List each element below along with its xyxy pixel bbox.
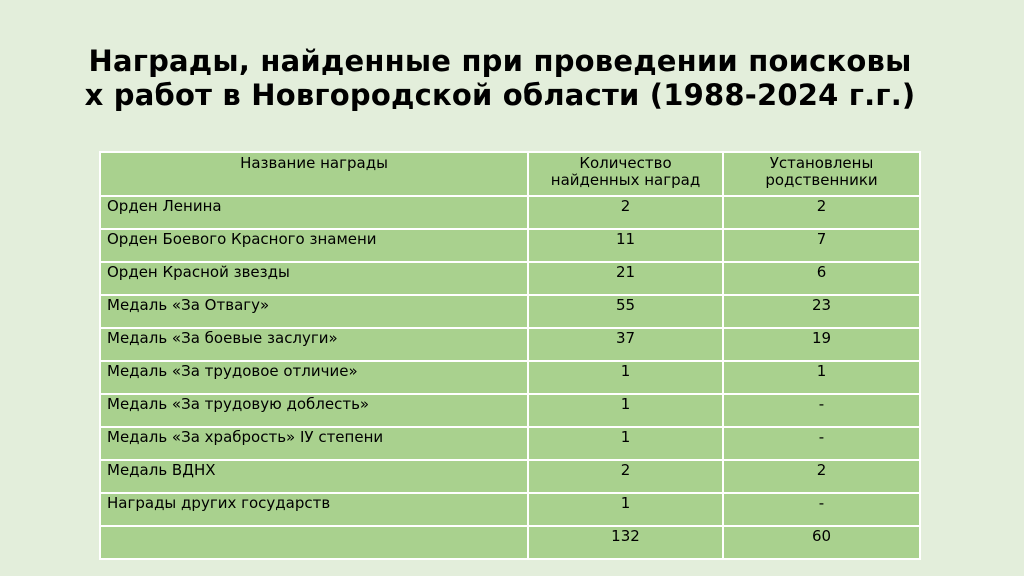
table-body: [100, 196, 920, 559]
found-count-cell: 1: [528, 493, 723, 526]
found-count-cell: 2: [528, 460, 723, 493]
table-row: [100, 361, 920, 394]
table-row: [100, 394, 920, 427]
award-name-cell: Медаль «За Отвагу»: [100, 295, 528, 328]
award-name-cell: Орден Боевого Красного знамени: [100, 229, 528, 262]
award-name-cell: [100, 526, 528, 559]
award-name-cell: Медаль ВДНХ: [100, 460, 528, 493]
found-count-cell: 55: [528, 295, 723, 328]
relatives-count-cell: 6: [723, 262, 920, 295]
header-found-count: Количество найденных наград: [528, 152, 723, 196]
found-count-cell: 21: [528, 262, 723, 295]
relatives-count-cell: 2: [723, 460, 920, 493]
table-row: [100, 196, 920, 229]
found-count-cell: 132: [528, 526, 723, 559]
table-row: [100, 427, 920, 460]
award-name-cell: Медаль «За трудовое отличие»: [100, 361, 528, 394]
found-count-cell: 11: [528, 229, 723, 262]
relatives-count-cell: -: [723, 493, 920, 526]
header-relatives-found: Установлены родственники: [723, 152, 920, 196]
relatives-count-cell: 23: [723, 295, 920, 328]
award-name-cell: Орден Красной звезды: [100, 262, 528, 295]
table-row: [100, 493, 920, 526]
table-row: [100, 460, 920, 493]
relatives-count-cell: -: [723, 427, 920, 460]
table-row: [100, 229, 920, 262]
table-row: [100, 526, 920, 559]
found-count-cell: 1: [528, 394, 723, 427]
award-name-cell: Медаль «За трудовую доблесть»: [100, 394, 528, 427]
table-row: [100, 328, 920, 361]
found-count-cell: 1: [528, 361, 723, 394]
award-name-cell: Награды других государств: [100, 493, 528, 526]
relatives-count-cell: 60: [723, 526, 920, 559]
found-count-cell: 2: [528, 196, 723, 229]
found-count-cell: 1: [528, 427, 723, 460]
table-row: [100, 262, 920, 295]
table-header-row: [100, 152, 920, 196]
relatives-count-cell: 1: [723, 361, 920, 394]
header-award-name: Название награды: [100, 152, 528, 196]
relatives-count-cell: 2: [723, 196, 920, 229]
title-line-2: х работ в Новгородской области (1988-2024 г.г.): [84, 78, 916, 112]
award-name-cell: Медаль «За боевые заслуги»: [100, 328, 528, 361]
award-name-cell: Медаль «За храбрость» IУ степени: [100, 427, 528, 460]
relatives-count-cell: 7: [723, 229, 920, 262]
table-row: [100, 295, 920, 328]
relatives-count-cell: -: [723, 394, 920, 427]
relatives-count-cell: 19: [723, 328, 920, 361]
title-line-1: Награды, найденные при проведении поисковы: [88, 44, 912, 78]
found-count-cell: 37: [528, 328, 723, 361]
awards-table: [99, 151, 921, 560]
slide-title: [40, 44, 960, 112]
award-name-cell: Орден Ленина: [100, 196, 528, 229]
